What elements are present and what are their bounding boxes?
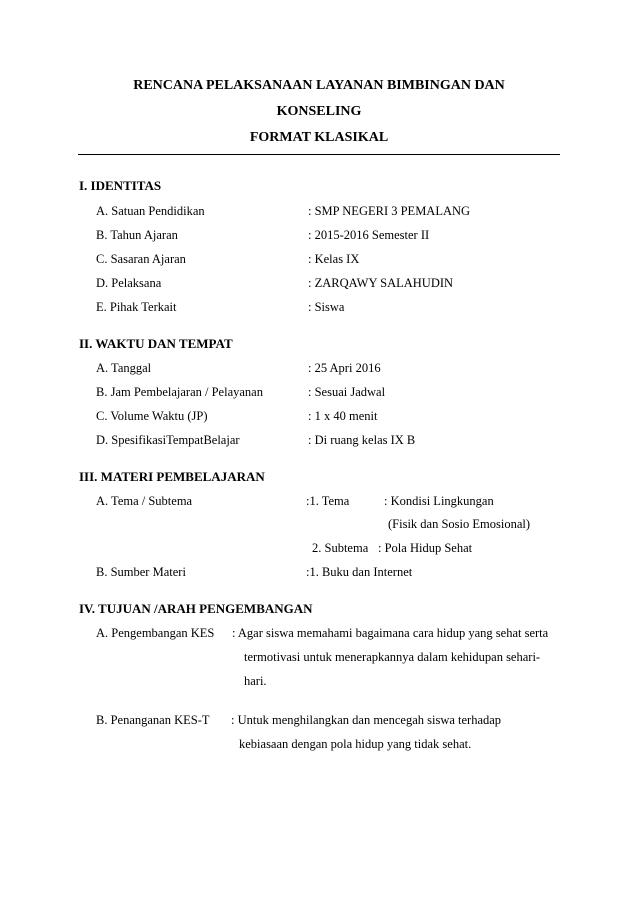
- identitas-value: : Kelas IX: [308, 252, 360, 266]
- waktu-label: D. SpesifikasiTempatBelajar: [96, 433, 240, 447]
- tujuan-a-text-line-3: hari.: [244, 674, 267, 688]
- identitas-value: : SMP NEGERI 3 PEMALANG: [308, 204, 471, 218]
- waktu-label: B. Jam Pembelajaran / Pelayanan: [96, 385, 263, 399]
- tujuan-b-text-line-2: kebiasaan dengan pola hidup yang tidak sehat.: [239, 737, 472, 751]
- identitas-value: : Siswa: [308, 300, 345, 314]
- identitas-label: B. Tahun Ajaran: [96, 228, 178, 242]
- identitas-label: D. Pelaksana: [96, 276, 162, 290]
- section-waktu-heading: II. WAKTU DAN TEMPAT: [79, 336, 233, 351]
- materi-sumber-label: B. Sumber Materi: [96, 565, 186, 579]
- section-materi-heading: III. MATERI PEMBELAJARAN: [79, 469, 265, 484]
- identitas-value: : ZARQAWY SALAHUDIN: [308, 276, 454, 290]
- waktu-value: : 25 Apri 2016: [308, 361, 381, 375]
- identitas-label: A. Satuan Pendidikan: [96, 204, 205, 218]
- materi-sumber-value: :1. Buku dan Internet: [306, 565, 413, 579]
- materi-tema-value: : Kondisi Lingkungan: [384, 494, 494, 508]
- title-divider: [78, 154, 560, 155]
- tujuan-a-text-line-1: : Agar siswa memahami bagaimana cara hidup yang sehat serta: [232, 626, 549, 640]
- materi-tema-value-cont: (Fisik dan Sosio Emosional): [388, 517, 531, 531]
- waktu-value: : Sesuai Jadwal: [308, 385, 386, 399]
- waktu-label: C. Volume Waktu (JP): [96, 409, 208, 423]
- materi-subtema-value: : Pola Hidup Sehat: [378, 541, 473, 555]
- waktu-value: : 1 x 40 menit: [308, 409, 378, 423]
- doc-title-line-1: RENCANA PELAKSANAAN LAYANAN BIMBINGAN DAN: [133, 78, 505, 93]
- materi-tema-label: A. Tema / Subtema: [96, 494, 193, 508]
- tujuan-a-label: A. Pengembangan KES: [96, 626, 215, 640]
- doc-title-line-3: FORMAT KLASIKAL: [249, 130, 389, 145]
- identitas-value: : 2015-2016 Semester II: [308, 228, 430, 242]
- materi-tema-number: :1. Tema: [306, 494, 350, 508]
- doc-title-line-2: KONSELING: [276, 104, 362, 119]
- tujuan-a-text-line-2: termotivasi untuk menerapkannya dalam kehidupan sehari-: [244, 650, 541, 664]
- tujuan-b-label: B. Penanganan KES-T: [96, 713, 210, 727]
- identitas-label: E. Pihak Terkait: [96, 300, 177, 314]
- waktu-value: : Di ruang kelas IX B: [308, 433, 416, 447]
- identitas-label: C. Sasaran Ajaran: [96, 252, 186, 266]
- materi-subtema-number: 2. Subtema: [312, 541, 369, 555]
- section-tujuan-heading: IV. TUJUAN /ARAH PENGEMBANGAN: [79, 601, 313, 616]
- section-identitas-heading: I. IDENTITAS: [79, 178, 162, 193]
- tujuan-b-text-line-1: : Untuk menghilangkan dan mencegah siswa terhadap: [231, 713, 502, 727]
- waktu-label: A. Tanggal: [96, 361, 152, 375]
